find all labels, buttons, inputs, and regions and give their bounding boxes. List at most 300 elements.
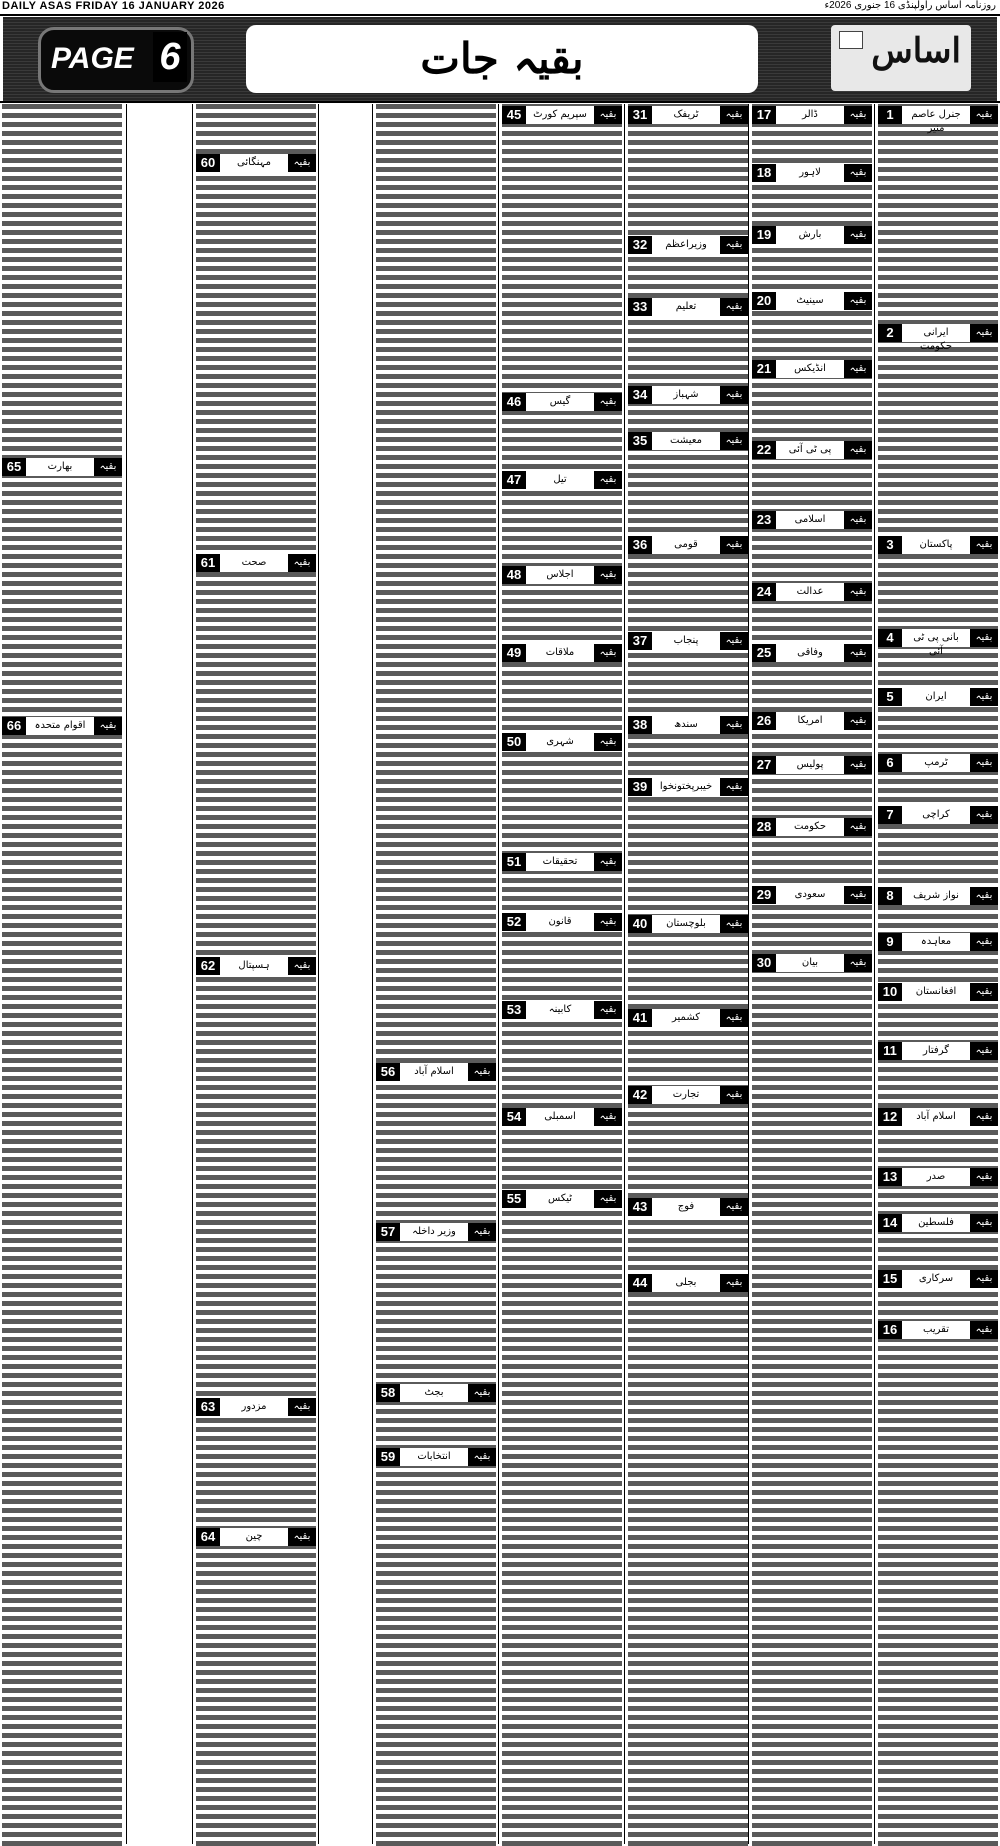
continuation-keyword: سرکاری — [918, 1273, 954, 1284]
continuation-tag: بقیہ — [594, 644, 622, 662]
continuation-number: 17 — [752, 106, 776, 124]
continuation-header — [878, 1214, 998, 1232]
continuation-keyword: جنرل عاصم منیر — [911, 109, 961, 134]
continuation-keyword: انڈیکس — [794, 363, 826, 374]
continuation-tag: بقیہ — [844, 756, 872, 774]
continuation-header — [502, 913, 622, 931]
continuation-number: 31 — [628, 106, 652, 124]
continuation-tag: بقیہ — [720, 716, 748, 734]
continuation-number: 44 — [628, 1274, 652, 1292]
continuation-number: 8 — [878, 887, 902, 905]
continuation-header — [878, 106, 998, 134]
continuation-tag: بقیہ — [844, 292, 872, 310]
continuation-number: 25 — [752, 644, 776, 662]
column-divider — [748, 104, 749, 1844]
continuation-number: 3 — [878, 536, 902, 554]
continuation-tag: بقیہ — [970, 1321, 998, 1339]
page-number-badge — [38, 27, 194, 93]
continuation-keyword: اسمبلی — [544, 1111, 576, 1122]
continuation-tag: بقیہ — [970, 806, 998, 824]
continuation-number: 38 — [628, 716, 652, 734]
continuation-header — [628, 915, 748, 933]
continuation-keyword: مزدور — [241, 1401, 267, 1412]
column-text-lines — [2, 104, 122, 1846]
continuation-tag: بقیہ — [594, 471, 622, 489]
continuation-header — [878, 324, 998, 352]
continuation-number: 11 — [878, 1042, 902, 1060]
continuation-keyword: ہسپتال — [238, 960, 270, 971]
continuation-keyword: گرفتار — [923, 1045, 949, 1056]
continuation-number: 48 — [502, 566, 526, 584]
continuation-tag: بقیہ — [970, 536, 998, 554]
column-c7 — [2, 104, 122, 1846]
continuation-keyword: مہنگائی — [237, 157, 271, 168]
continuation-keyword: پی ٹی آئی — [788, 444, 832, 455]
continuation-keyword: وزیر داخلہ — [412, 1226, 456, 1237]
column-c1 — [878, 104, 998, 1846]
continuation-tag: بقیہ — [970, 1042, 998, 1060]
continuation-header — [376, 1063, 496, 1081]
continuation-header — [752, 756, 872, 774]
continuation-tag: بقیہ — [288, 154, 316, 172]
continuation-keyword: سپریم کورٹ — [533, 109, 587, 120]
continuation-tag: بقیہ — [594, 393, 622, 411]
newspaper-logo — [831, 25, 971, 91]
column-divider — [318, 104, 319, 1844]
continuation-keyword: تیل — [553, 474, 567, 485]
continuation-tag: بقیہ — [720, 106, 748, 124]
column-c6 — [196, 104, 316, 1846]
column-divider — [874, 104, 875, 1844]
continuation-tag: بقیہ — [844, 511, 872, 529]
page-label: PAGE — [51, 42, 134, 75]
continuation-keyword: معیشت — [670, 435, 702, 446]
continuation-tag: بقیہ — [468, 1063, 496, 1081]
continuation-number: 18 — [752, 164, 776, 182]
continuation-number: 16 — [878, 1321, 902, 1339]
continuation-tag: بقیہ — [970, 1108, 998, 1126]
continuation-number: 56 — [376, 1063, 400, 1081]
column-text-lines — [628, 104, 748, 1846]
continuation-header — [502, 644, 622, 662]
continuation-tag: بقیہ — [970, 1270, 998, 1288]
continuation-number: 39 — [628, 778, 652, 796]
continuation-header — [502, 471, 622, 489]
continuation-tag: بقیہ — [594, 733, 622, 751]
continuation-header — [752, 583, 872, 601]
edition-line — [0, 0, 1000, 14]
continuation-keyword: سعودی — [794, 889, 826, 900]
continuation-header — [878, 1042, 998, 1060]
continuation-tag: بقیہ — [970, 983, 998, 1001]
continuation-keyword: شہری — [546, 736, 574, 747]
continuation-header — [878, 629, 998, 657]
continuation-keyword: پنجاب — [673, 635, 699, 646]
continuation-header — [502, 1190, 622, 1208]
continuation-tag: بقیہ — [720, 536, 748, 554]
continuation-keyword: تحقیقات — [542, 856, 578, 867]
continuation-number: 27 — [752, 756, 776, 774]
continuation-tag: بقیہ — [844, 360, 872, 378]
continuation-number: 2 — [878, 324, 902, 342]
continuation-header — [752, 360, 872, 378]
top-rule — [0, 14, 1000, 16]
continuation-header — [196, 1398, 316, 1416]
column-c3 — [628, 104, 748, 1846]
continuation-number: 37 — [628, 632, 652, 650]
continuation-number: 63 — [196, 1398, 220, 1416]
continuation-header — [376, 1223, 496, 1241]
continuation-number: 7 — [878, 806, 902, 824]
continuation-tag: بقیہ — [288, 957, 316, 975]
continuation-header — [752, 292, 872, 310]
continuation-tag: بقیہ — [844, 226, 872, 244]
continuation-tag: بقیہ — [970, 1168, 998, 1186]
continuation-keyword: اقوام متحدہ — [34, 720, 86, 731]
continuation-keyword: بھارت — [47, 461, 73, 472]
continuation-tag: بقیہ — [720, 432, 748, 450]
continuation-keyword: تعلیم — [675, 301, 697, 312]
continuation-keyword: وزیراعظم — [665, 239, 707, 250]
continuation-header — [628, 1198, 748, 1216]
page-number: 6 — [153, 32, 187, 82]
continuation-number: 42 — [628, 1086, 652, 1104]
continuation-header — [878, 1270, 998, 1288]
continuation-keyword: پاکستان — [919, 539, 953, 550]
continuation-tag: بقیہ — [970, 887, 998, 905]
continuation-keyword: ایرانی حکومت — [919, 327, 953, 352]
continuation-number: 54 — [502, 1108, 526, 1126]
continuation-keyword: حکومت — [793, 821, 827, 832]
banner-bottom-rule — [0, 101, 1000, 103]
continuation-tag: بقیہ — [844, 106, 872, 124]
column-divider — [624, 104, 625, 1844]
continuation-number: 34 — [628, 386, 652, 404]
continuation-keyword: صحت — [241, 557, 267, 568]
column-c5 — [376, 104, 496, 1846]
continuation-tag: بقیہ — [844, 441, 872, 459]
continuation-number: 55 — [502, 1190, 526, 1208]
continuation-number: 13 — [878, 1168, 902, 1186]
article-columns — [0, 104, 1000, 1846]
continuation-header — [878, 1321, 998, 1339]
continuation-header — [878, 933, 998, 951]
continuation-number: 14 — [878, 1214, 902, 1232]
continuation-header — [628, 778, 748, 796]
continuation-tag: بقیہ — [720, 236, 748, 254]
continuation-tag: بقیہ — [94, 717, 122, 735]
continuation-header — [502, 566, 622, 584]
continuation-number: 22 — [752, 441, 776, 459]
continuation-tag: بقیہ — [844, 164, 872, 182]
continuation-number: 64 — [196, 1528, 220, 1546]
continuation-header — [628, 298, 748, 316]
continuation-header — [752, 818, 872, 836]
continuation-header — [878, 536, 998, 554]
continuation-keyword: شہباز — [673, 389, 699, 400]
continuation-header — [752, 511, 872, 529]
continuation-number: 32 — [628, 236, 652, 254]
continuation-number: 9 — [878, 933, 902, 951]
continuation-keyword: صدر — [926, 1171, 946, 1182]
column-c4 — [502, 104, 622, 1846]
continuation-number: 29 — [752, 886, 776, 904]
section-title: بقیہ جات — [420, 34, 584, 83]
continuation-header — [752, 441, 872, 459]
column-divider — [372, 104, 373, 1844]
continuation-tag: بقیہ — [720, 915, 748, 933]
continuation-keyword: ملاقات — [545, 647, 575, 658]
continuation-header — [196, 1528, 316, 1546]
continuation-number: 49 — [502, 644, 526, 662]
continuation-number: 28 — [752, 818, 776, 836]
continuation-header — [502, 393, 622, 411]
continuation-number: 47 — [502, 471, 526, 489]
continuation-keyword: خیبرپختونخوا — [659, 781, 713, 792]
continuation-keyword: کراچی — [922, 809, 950, 820]
continuation-number: 62 — [196, 957, 220, 975]
continuation-header — [196, 154, 316, 172]
continuation-keyword: ڈالر — [802, 109, 818, 120]
continuation-tag: بقیہ — [594, 853, 622, 871]
continuation-header — [502, 1108, 622, 1126]
section-banner — [3, 17, 997, 101]
edition-date-english: DAILY ASAS FRIDAY 16 JANUARY 2026 — [2, 0, 225, 12]
continuation-header — [502, 853, 622, 871]
continuation-header — [752, 226, 872, 244]
continuation-number: 5 — [878, 688, 902, 706]
continuation-number: 40 — [628, 915, 652, 933]
continuation-keyword: کشمیر — [672, 1012, 700, 1023]
continuation-header — [628, 386, 748, 404]
continuation-header — [502, 733, 622, 751]
continuation-tag: بقیہ — [970, 629, 998, 647]
continuation-tag: بقیہ — [594, 566, 622, 584]
continuation-keyword: پولیس — [796, 759, 824, 770]
continuation-keyword: ایران — [925, 691, 947, 702]
continuation-header — [628, 536, 748, 554]
continuation-header — [752, 954, 872, 972]
continuation-tag: بقیہ — [468, 1384, 496, 1402]
continuation-tag: بقیہ — [594, 913, 622, 931]
column-divider — [126, 104, 127, 1844]
continuation-number: 12 — [878, 1108, 902, 1126]
continuation-number: 30 — [752, 954, 776, 972]
continuation-keyword: اسلامی — [794, 514, 826, 525]
continuation-tag: بقیہ — [468, 1223, 496, 1241]
continuation-number: 53 — [502, 1001, 526, 1019]
continuation-number: 46 — [502, 393, 526, 411]
continuation-keyword: اجلاس — [546, 569, 574, 580]
continuation-number: 51 — [502, 853, 526, 871]
column-c2 — [752, 104, 872, 1846]
edition-date-urdu: روزنامہ اساس راولپنڈی 16 جنوری 2026ء — [824, 0, 996, 11]
continuation-keyword: لاہور — [799, 167, 821, 178]
continuation-tag: بقیہ — [288, 554, 316, 572]
continuation-header — [878, 754, 998, 772]
continuation-header — [628, 106, 748, 124]
continuation-number: 4 — [878, 629, 902, 647]
continuation-header — [628, 1274, 748, 1292]
continuation-tag: بقیہ — [844, 583, 872, 601]
continuation-header — [878, 887, 998, 905]
continuation-tag: بقیہ — [844, 954, 872, 972]
continuation-header — [878, 1108, 998, 1126]
continuation-tag: بقیہ — [720, 1086, 748, 1104]
continuation-number: 26 — [752, 712, 776, 730]
flag-icon — [839, 31, 863, 49]
continuation-tag: بقیہ — [720, 1198, 748, 1216]
continuation-number: 43 — [628, 1198, 652, 1216]
continuation-number: 58 — [376, 1384, 400, 1402]
continuation-number: 23 — [752, 511, 776, 529]
continuation-keyword: سندھ — [674, 719, 698, 730]
continuation-keyword: ٹریفک — [673, 109, 699, 120]
column-divider — [498, 104, 499, 1844]
logo-text: اساس — [871, 31, 961, 71]
continuation-keyword: بجلی — [675, 1277, 697, 1288]
continuation-keyword: چین — [245, 1531, 263, 1542]
continuation-keyword: بلوچستان — [666, 918, 706, 929]
continuation-header — [502, 106, 622, 124]
continuation-number: 66 — [2, 717, 26, 735]
continuation-header — [878, 688, 998, 706]
continuation-header — [196, 554, 316, 572]
continuation-header — [628, 1009, 748, 1027]
continuation-tag: بقیہ — [970, 933, 998, 951]
continuation-keyword: بارش — [798, 229, 822, 240]
continuation-tag: بقیہ — [970, 754, 998, 772]
continuation-number: 59 — [376, 1448, 400, 1466]
continuation-tag: بقیہ — [594, 106, 622, 124]
continuation-header — [628, 1086, 748, 1104]
continuation-tag: بقیہ — [720, 386, 748, 404]
continuation-keyword: گیس — [549, 396, 571, 407]
continuation-tag: بقیہ — [720, 1274, 748, 1292]
continuation-header — [878, 983, 998, 1001]
continuation-number: 36 — [628, 536, 652, 554]
continuation-number: 15 — [878, 1270, 902, 1288]
continuation-header — [752, 106, 872, 124]
continuation-header — [628, 236, 748, 254]
continuation-number: 33 — [628, 298, 652, 316]
continuation-header — [376, 1384, 496, 1402]
continuation-tag: بقیہ — [720, 632, 748, 650]
continuation-tag: بقیہ — [720, 778, 748, 796]
continuation-tag: بقیہ — [594, 1108, 622, 1126]
continuation-header — [628, 432, 748, 450]
continuation-number: 21 — [752, 360, 776, 378]
continuation-keyword: بانی پی ٹی آئی — [913, 632, 959, 657]
continuation-keyword: بجٹ — [424, 1387, 444, 1398]
continuation-keyword: نواز شریف — [913, 890, 959, 901]
continuation-number: 35 — [628, 432, 652, 450]
continuation-number: 24 — [752, 583, 776, 601]
continuation-header — [752, 164, 872, 182]
continuation-header — [502, 1001, 622, 1019]
continuation-header — [752, 644, 872, 662]
continuation-keyword: فلسطین — [918, 1217, 954, 1228]
continuation-number: 6 — [878, 754, 902, 772]
column-divider — [192, 104, 193, 1844]
continuation-number: 50 — [502, 733, 526, 751]
continuation-keyword: اسلام آباد — [916, 1111, 956, 1122]
continuation-tag: بقیہ — [970, 324, 998, 342]
continuation-keyword: افغانستان — [915, 986, 957, 997]
continuation-keyword: تقریب — [923, 1324, 949, 1335]
continuation-keyword: فوج — [677, 1201, 695, 1212]
continuation-header — [376, 1448, 496, 1466]
continuation-header — [752, 712, 872, 730]
continuation-number: 65 — [2, 458, 26, 476]
continuation-tag: بقیہ — [720, 298, 748, 316]
continuation-tag: بقیہ — [844, 818, 872, 836]
continuation-tag: بقیہ — [594, 1190, 622, 1208]
continuation-tag: بقیہ — [970, 1214, 998, 1232]
continuation-header — [628, 632, 748, 650]
continuation-number: 61 — [196, 554, 220, 572]
continuation-tag: بقیہ — [594, 1001, 622, 1019]
continuation-keyword: عدالت — [796, 586, 824, 597]
continuation-number: 45 — [502, 106, 526, 124]
continuation-header — [196, 957, 316, 975]
column-text-lines — [878, 104, 998, 1846]
continuation-tag: بقیہ — [288, 1528, 316, 1546]
continuation-tag: بقیہ — [288, 1398, 316, 1416]
continuation-number: 57 — [376, 1223, 400, 1241]
continuation-header — [2, 458, 122, 476]
continuation-tag: بقیہ — [468, 1448, 496, 1466]
continuation-keyword: بیان — [801, 957, 819, 968]
continuation-header — [752, 886, 872, 904]
continuation-number: 52 — [502, 913, 526, 931]
continuation-keyword: ٹیکس — [547, 1193, 573, 1204]
continuation-keyword: قومی — [674, 539, 698, 550]
continuation-number: 20 — [752, 292, 776, 310]
continuation-tag: بقیہ — [844, 712, 872, 730]
continuation-tag: بقیہ — [720, 1009, 748, 1027]
continuation-keyword: قانون — [548, 916, 572, 927]
continuation-tag: بقیہ — [94, 458, 122, 476]
section-title-box — [246, 25, 758, 93]
column-text-lines — [502, 104, 622, 1846]
continuation-number: 60 — [196, 154, 220, 172]
continuation-header — [628, 716, 748, 734]
continuation-header — [878, 1168, 998, 1186]
continuation-keyword: سینیٹ — [796, 295, 824, 306]
continuation-header — [878, 806, 998, 824]
column-text-lines — [376, 104, 496, 1846]
continuation-tag: بقیہ — [844, 886, 872, 904]
continuation-number: 10 — [878, 983, 902, 1001]
continuation-tag: بقیہ — [970, 688, 998, 706]
continuation-header — [2, 717, 122, 735]
continuation-tag: بقیہ — [844, 644, 872, 662]
continuation-keyword: انتخابات — [417, 1451, 451, 1462]
continuation-keyword: ٹرمپ — [924, 757, 948, 768]
continuation-keyword: تجارت — [672, 1089, 700, 1100]
column-text-lines — [196, 104, 316, 1846]
continuation-number: 1 — [878, 106, 902, 124]
continuation-keyword: معاہدہ — [920, 936, 952, 947]
continuation-number: 41 — [628, 1009, 652, 1027]
continuation-keyword: وفاقی — [797, 647, 823, 658]
continuation-keyword: امریکا — [797, 715, 823, 726]
continuation-keyword: اسلام آباد — [414, 1066, 454, 1077]
continuation-number: 19 — [752, 226, 776, 244]
continuation-tag: بقیہ — [970, 106, 998, 124]
continuation-keyword: کابینہ — [548, 1004, 572, 1015]
